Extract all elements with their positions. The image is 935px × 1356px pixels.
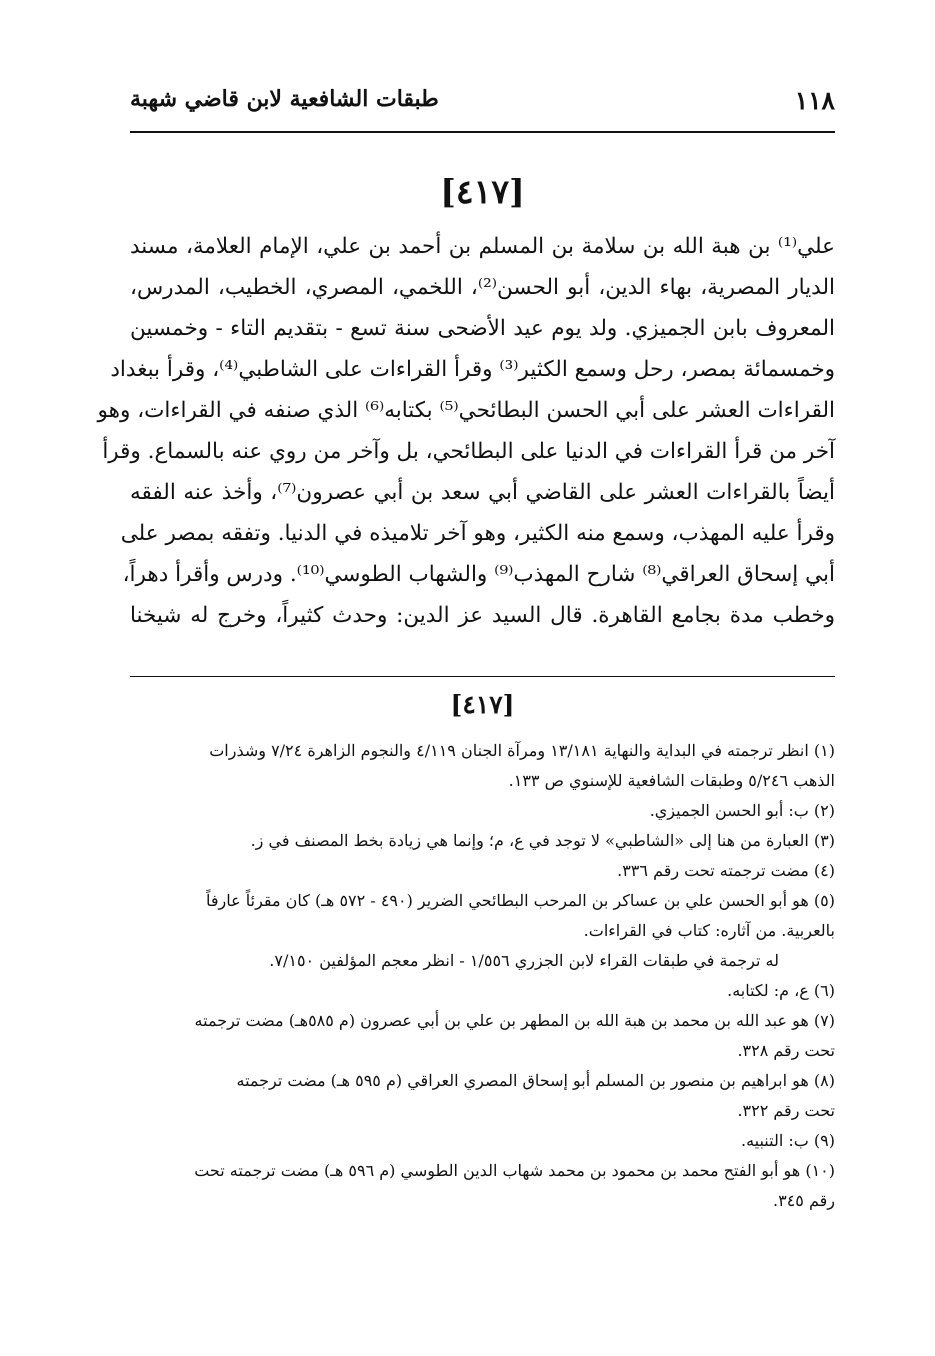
footnote-line: (٢) ب: أبو الحسن الجميزي. [649,801,835,820]
footnote-line: (٨) هو ابراهيم بن منصور بن المسلم أبو إسحاق المصري العراقي (م ٥٩٥ هـ) مضت ترجمته [236,1071,835,1090]
body-line: أيضاً بالقراءات العشر على القاضي أبي سعد بن أبي عصرون⁽⁷⁾، وأخذ عنه الفقه [130,480,835,505]
page-header [130,86,835,126]
entry-body [97,226,835,636]
body-line: وخطب مدة بجامع القاهرة. قال السيد عز الدين: وحدث كثيراً، وخرج له شيخنا [130,603,835,628]
footnote-line: (٥) هو أبو الحسن علي بن عساكر بن المرحب البطائحي الضرير (٤٩٠ - ٥٧٢ هـ) كان مقرئاً عارفاً [206,891,835,910]
footnote-line: له ترجمة في طبقات القراء لابن الجزري ١/٥٥٦ - انظر معجم المؤلفين ٧/١٥٠. [269,951,779,970]
header-divider [130,131,835,133]
footnote-line: الذهب ٥/٢٤٦ وطبقات الشافعية للإسنوي ص ١٣٣. [508,771,835,790]
page-number: ١١٨ [794,86,835,115]
entry-number-heading: [٤١٧] [440,172,525,211]
body-line: وخمسمائة بمصر، رحل وسمع الكثير⁽³⁾ وقرأ القراءات على الشاطبي⁽⁴⁾، وقرأ ببغداد [110,357,835,382]
footnote-line: (٦) ع، م: لكتابه. [727,981,835,1000]
body-line: آخر من قرأ القراءات في الدنيا على البطائحي، بل وآخر من روي عنه بالسماع. وقرأ [102,439,835,464]
body-line: الديار المصرية، بهاء الدين، أبو الحسن⁽²⁾، اللخمي، المصري، الخطيب، المدرس، [130,275,835,300]
footnote-line: (٩) ب: التنبيه. [740,1131,835,1150]
body-line: القراءات العشر على أبي الحسن البطائحي⁽⁵⁾ بكتابه⁽⁶⁾ الذي صنفه في القراءات، وهو [97,398,835,423]
footnote-divider [130,676,835,677]
running-title: طبقات الشافعية لابن قاضي شهبة [130,86,439,112]
body-line: وقرأ عليه المهذب، وسمع منه الكثير، وهو آخر تلاميذه في الدنيا. وتفقه بمصر على [120,521,835,546]
footnote-line: بالعربية. من آثاره: كتاب في القراءات. [583,921,835,940]
body-line: أبي إسحاق العراقي⁽⁸⁾ شارح المهذب⁽⁹⁾ والشهاب الطوسي⁽¹⁰⁾. ودرس وأقرأ دهراً، [122,562,835,587]
footnote-line: (٤) مضت ترجمته تحت رقم ٣٣٦. [617,861,835,880]
footnote-line: تحت رقم ٣٢٢. [737,1101,835,1120]
footnotes [130,736,835,1216]
footnote-line: (٣) العبارة من هنا إلى «الشاطبي» لا توجد في ع، م؛ وإنما هي زيادة بخط المصنف في ز. [250,831,835,850]
body-line: المعروف بابن الجميزي. ولد يوم عيد الأضحى سنة تسع - بتقديم التاء - وخمسين [130,316,835,341]
footnote-line: تحت رقم ٣٢٨. [737,1041,835,1060]
footnote-line: (١) انظر ترجمته في البداية والنهاية ١٣/١٨١ ومرآة الجنان ٤/١١٩ والنجوم الزاهرة ٧/٢٤ وشذرات [209,741,835,760]
footnote-line: رقم ٣٤٥. [773,1191,835,1210]
footnote-heading: [٤١٧] [450,690,515,719]
footnote-line: (٧) هو عبد الله بن محمد بن هبة الله بن المطهر بن علي بن أبي عصرون (م ٥٨٥هـ) مضت ترجمته [194,1011,835,1030]
body-line: علي⁽¹⁾ بن هبة الله بن سلامة بن المسلم بن أحمد بن علي، الإمام العلامة، مسند [130,234,835,259]
footnote-line: (١٠) هو أبو الفتح محمد بن محمود بن محمد شهاب الدين الطوسي (م ٥٩٦ هـ) مضت ترجمته تحت [194,1161,835,1180]
